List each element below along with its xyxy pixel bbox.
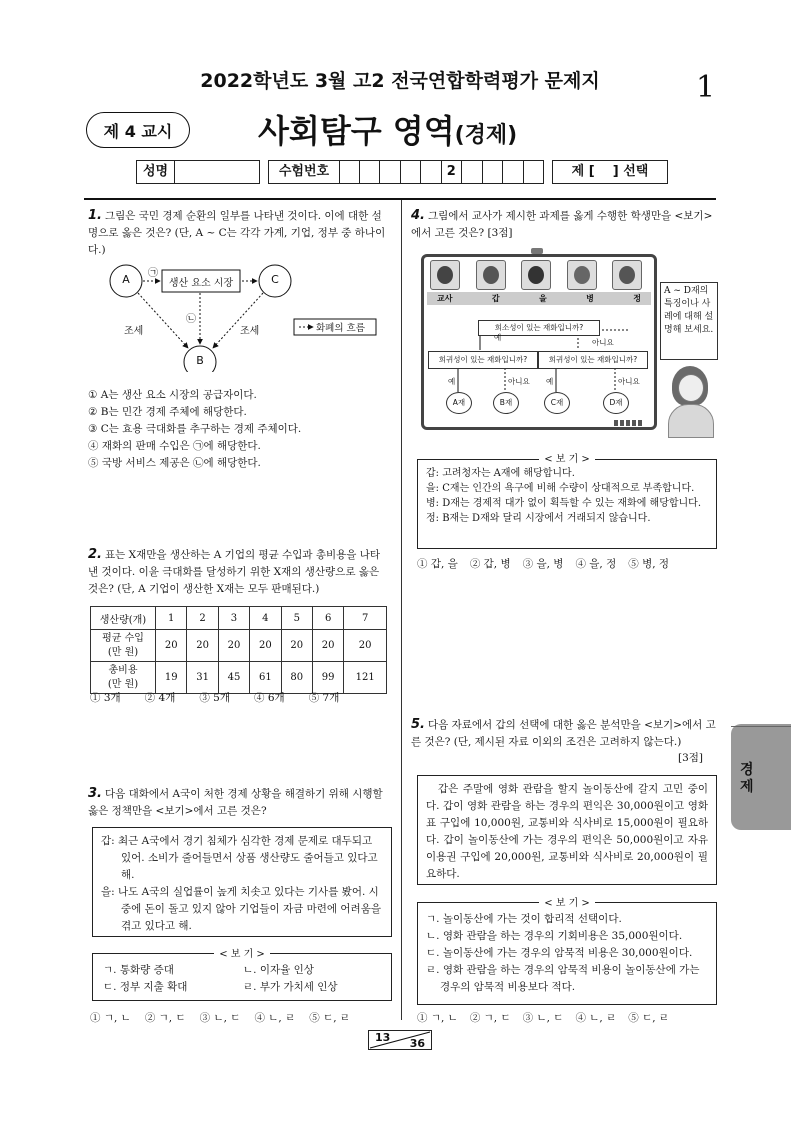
q5-choice-2[interactable]: ② ㄱ, ㄷ [469,1012,511,1024]
q5-choice-3[interactable]: ③ ㄴ, ㄷ [522,1012,564,1024]
q1-choices [88,387,388,472]
q4-choices [417,556,722,573]
q5-bogi-1: ㄱ. 놀이동산에 가는 것이 합리적 선택이다. [426,913,622,925]
flow-diagram [100,262,390,372]
q3-choices [90,1010,395,1027]
q5-choices [417,1010,722,1027]
q3-bogi-title: < 보 기 > [214,949,270,960]
leaf-d: D재 [603,392,629,414]
role-gap: 갑 [491,294,500,303]
q4-choice-1[interactable]: ① 갑, 을 [417,558,458,570]
q1-choice-4[interactable]: ④ 재화의 판매 수입은 ㉠에 해당한다. [88,440,261,452]
q5-bogi-box [417,898,717,1005]
q5-passage: 갑은 주말에 영화 관람을 할지 놀이동산에 갈지 고민 중이다. 갑이 영화 관람을 하는 경우의 편익은 30,000원이고 영화표 구입에 10,000원, 교통비와 식사비로 15,000원이 필요하다. 갑이 놀이동산에 가는 경우의 편익은 50,000원이고 자유 이용권 구입에 20,000원, 교통비와 식사비로 20,000원이 필요하다. [426,783,708,880]
no-root: 아니요 [592,338,614,347]
q3-bogi-3: ㄷ. 정부 지출 확대 [103,981,188,993]
node-b: B [196,354,204,367]
legend-money-flow: 화폐의 흐름 [316,323,365,334]
footer-page: 13 [375,1031,391,1044]
q1-diagram [100,262,390,372]
q2-choice-1[interactable]: ① 3개 [90,692,121,704]
exam-no-box [268,160,544,184]
q3-dialog-gap: 갑: 최근 A국에서 경기 침체가 심각한 경제 문제로 대두되고 있어. 소비가 줄어들면서 상품 생산량도 줄어들고 있다고 해. [101,835,378,881]
teacher-figure-icon [664,366,716,436]
q3-choice-1[interactable]: ① ㄱ, ㄴ [90,1012,131,1024]
q3-dialog-eul: 을: 나도 A국의 실업률이 높게 치솟고 있다는 기사를 봤어. 시중에 돈이 돌고 있지 않아 기업들이 자금 마련에 어려움을 겪고 있다고 해. [101,886,381,932]
exam-no-label: 수험번호 [269,161,340,183]
q3-choice-2[interactable]: ② ㄱ, ㄷ [144,1012,186,1024]
role-teacher: 교사 [437,294,453,303]
no-left: 아니요 [508,377,530,386]
q2-choices [90,690,390,707]
q5-points: [3점] [678,752,704,764]
q5-number: 5. [411,717,425,732]
leaf-b: B재 [493,392,519,414]
q5-choice-4[interactable]: ④ ㄴ, ㄹ [575,1012,617,1024]
q1-choice-3[interactable]: ③ C는 효용 극대화를 추구하는 경제 주체이다. [88,423,302,435]
tax-right: 조세 [240,326,260,337]
q3-bogi-box [92,949,392,1001]
question-2 [88,546,388,598]
root-question: 희소성이 있는 재화입니까? [478,320,600,336]
teacher-speech-bubble: A ~ D재의 특징이나 사례에 대해 설명해 보세요. [660,282,718,360]
select-box [552,160,668,184]
leaf-c: C재 [544,392,570,414]
exam-title: 2022학년도 3월 고2 전국연합학력평가 문제지 [200,70,600,92]
q3-number: 3. [88,786,102,801]
q3-choice-5[interactable]: ⑤ ㄷ, ㄹ [309,1012,351,1024]
q2-choice-3[interactable]: ③ 5개 [199,692,231,704]
session-badge [86,112,190,148]
q4-choice-4[interactable]: ④ 을, 정 [575,558,617,570]
q3-bogi-2: ㄴ. 이자율 인상 [243,964,314,976]
q1-number: 1. [88,208,102,223]
q2-text: 표는 X재만을 생산하는 A 기업의 평균 수입과 총비용을 나타낸 것이다. 이윤 극대화를 달성하기 위한 X재의 생산량으로 옳은 것은? (단, A 기업이 생산한 X재는 모두 판매된다.) [88,549,381,595]
q4-bogi-box [417,454,717,549]
q3-text: 다음 대화에서 A국이 처한 경제 상황을 해결하기 위해 시행할 옳은 정책만을 <보기>에서 고른 것은? [88,788,383,817]
footer-total: 36 [409,1037,425,1050]
q5-choice-1[interactable]: ① ㄱ, ㄴ [417,1012,458,1024]
q1-text: 그림은 국민 경제 순환의 일부를 나타낸 것이다. 이에 대한 설명으로 옳은 것은? (단, A ~ C는 각각 가계, 기업, 정부 중 하나이다.) [88,210,386,256]
factor-market: 생산 요소 시장 [168,278,234,289]
q4-bogi-gap: 갑: 고려청자는 A재에 해당합니다. [426,468,575,479]
question-1 [88,207,388,259]
q3-dialog-box [92,827,392,937]
yes-left: 예 [448,377,456,386]
q3-bogi-1: ㄱ. 통화량 증대 [103,964,174,976]
role-eul: 을 [538,294,547,303]
tax-left: 조세 [124,326,144,337]
yes-right: 예 [546,377,554,386]
yes-root: 예 [494,333,502,342]
node-c: C [271,273,279,286]
page-footer [368,1030,432,1050]
q5-bogi-4: ㄹ. 영화 관람을 하는 경우의 암묵적 비용이 놀이동산에 가는 경우의 암묵적 비용보다 적다. [426,964,700,993]
q4-text: 그림에서 교사가 제시한 과제를 옳게 수행한 학생만을 <보기>에서 고른 것은? [3점] [411,210,713,239]
q3-choice-4[interactable]: ④ ㄴ, ㄹ [254,1012,296,1024]
table-row: 생산량(개) 1 2 3 4 5 6 7 [91,607,387,630]
side-tab-line [731,726,791,727]
board-tray [614,420,644,426]
side-tab-label: 경 제 [740,762,754,795]
q4-bogi-jeong: 정: B재는 D재와 달리 시장에서 거래되지 않습니다. [426,513,651,524]
column-divider [401,200,402,1020]
q2-choice-4[interactable]: ④ 6개 [254,692,285,704]
name-label: 성명 [137,161,175,183]
question-3 [88,785,388,820]
q2-choice-5[interactable]: ⑤ 7개 [308,692,340,704]
right-question: 희귀성이 있는 재화입니까? [538,351,648,369]
q5-bogi-title: < 보 기 > [539,898,595,909]
subject-main: 사회탐구 영역 [258,112,455,150]
question-5 [411,716,716,751]
q5-text: 다음 자료에서 갑의 선택에 대한 옳은 분석만을 <보기>에서 고른 것은? (단, 제시된 자료 이외의 조건은 고려하지 않는다.) [411,719,716,748]
exam-no-digit: 2 [442,161,463,183]
left-question: 희귀성이 있는 재화입니까? [428,351,538,369]
session-label: 제 4 교시 [103,121,173,141]
q4-choice-5[interactable]: ⑤ 병, 정 [628,558,670,570]
q3-bogi-4: ㄹ. 부가 가치세 인상 [243,981,338,993]
q4-figure [418,248,718,438]
row-label: 생산량(개) [91,607,156,630]
question-4 [411,207,716,242]
q3-choice-3[interactable]: ③ ㄴ, ㄷ [199,1012,241,1024]
q4-number: 4. [411,208,425,223]
info-row [136,160,668,184]
q5-bogi-2: ㄴ. 영화 관람을 하는 경우의 기회비용은 35,000원이다. [426,930,683,942]
exam-no-cells [339,161,543,183]
q4-choice-3[interactable]: ③ 을, 병 [522,558,564,570]
select-label: 제 [ ] 선택 [571,164,649,179]
q1-choice-2[interactable]: ② B는 민간 경제 주체에 해당한다. [88,406,247,418]
subject-title [258,106,517,152]
q1-choice-5[interactable]: ⑤ 국방 서비스 제공은 ㉡에 해당한다. [88,457,261,469]
q2-number: 2. [88,547,102,562]
q4-bogi-byeong: 병: D재는 경제적 대가 없이 획득할 수 있는 재화에 해당합니다. [426,498,702,509]
name-box [136,160,260,184]
node-a: A [122,273,130,286]
q5-choice-5[interactable]: ⑤ ㄷ, ㄹ [628,1012,670,1024]
role-byeong: 병 [586,294,594,303]
row-label: 평균 수입 (만 원) [91,630,156,662]
no-right: 아니요 [618,377,640,386]
row-label: 총비용 (만 원) [91,662,156,694]
q4-choice-2[interactable]: ② 갑, 병 [469,558,511,570]
q5-bogi-3: ㄷ. 놀이동산에 가는 경우의 암묵적 비용은 30,000원이다. [426,947,693,959]
leaf-a: A재 [446,392,472,414]
q4-bogi-title: < 보 기 > [539,454,595,465]
mark-1: ㉠ [148,268,158,279]
role-jeong: 정 [633,294,641,303]
header-rule [84,198,716,200]
table-row: 평균 수입 (만 원) 20 20 20 20 20 20 20 [91,630,387,662]
page-number: 1 [696,70,716,105]
q5-passage-box [417,775,717,885]
subject-sub: (경제) [454,123,518,148]
mark-2: ㉡ [186,314,196,325]
q1-choice-1[interactable]: ① A는 생산 요소 시장의 공급자이다. [88,389,257,401]
q2-table [90,606,387,694]
q4-bogi-eul: 을: C재는 인간의 욕구에 비해 수량이 상대적으로 부족합니다. [426,483,695,494]
q2-choice-2[interactable]: ② 4개 [144,692,176,704]
table-row: 총비용 (만 원) 19 31 45 61 80 99 121 [91,662,387,694]
